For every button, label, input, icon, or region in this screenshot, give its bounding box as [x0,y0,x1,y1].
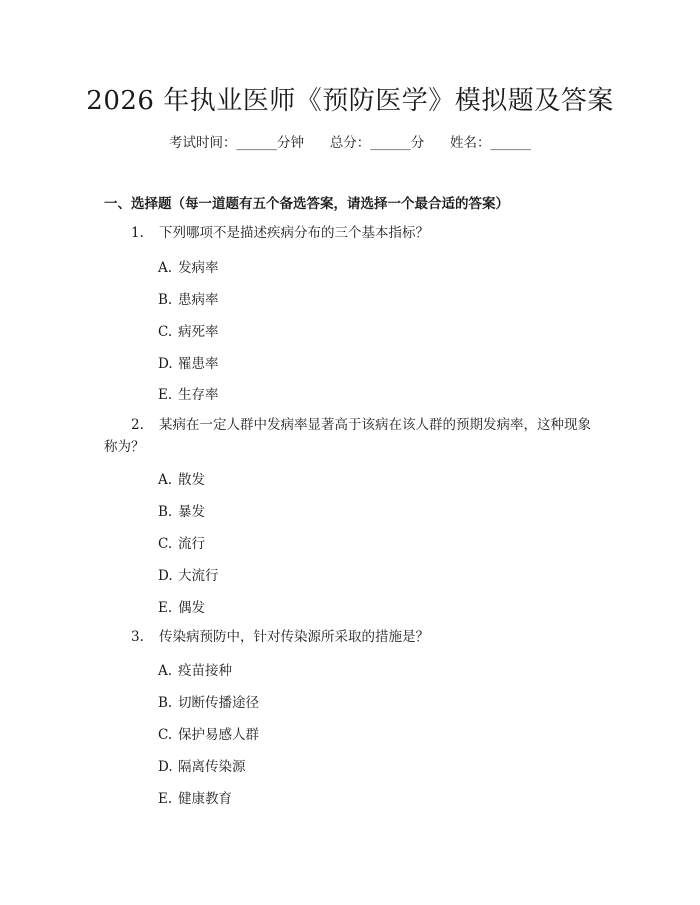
option-letter: A. [158,663,173,679]
question-1-option-b [158,288,219,308]
question-3 [131,626,429,648]
question-2-option-d [158,564,219,584]
question-number: 1. [131,225,144,241]
option-letter: A. [158,260,173,276]
option-letter: C. [158,727,173,743]
question-text: 传染病预防中，针对传染源所采取的措施是？ [159,629,429,645]
page-title: 2026 年执业医师《预防医学》模拟题及答案 [86,86,614,116]
name-label: 姓名： [450,135,491,151]
question-2-continuation: 称为？ [104,439,145,455]
option-text: 散发 [178,472,205,488]
option-letter: D. [158,568,173,584]
question-number: 3. [131,629,144,645]
option-text: 罹患率 [178,356,219,372]
option-text: 偶发 [178,600,205,616]
option-text: 保护易感人群 [178,727,259,743]
option-letter: E. [158,387,173,403]
option-text: 大流行 [178,568,219,584]
question-3-option-d [158,755,246,775]
option-letter: A. [158,472,173,488]
question-1-option-d [158,352,219,372]
time-blank: ______ [236,135,277,151]
question-1-option-a [158,256,219,276]
option-letter: D. [158,759,173,775]
exam-meta-line [0,131,700,151]
option-text: 生存率 [178,387,219,403]
score-label: 总分： [329,135,371,151]
time-label: 考试时间： [169,135,237,151]
question-1 [131,222,429,244]
section-heading: 一、选择题（每一道题有五个备选答案，请选择一个最合适的答案） [104,196,509,212]
question-3-option-c [158,723,259,743]
question-1-option-c [158,320,219,340]
question-2 [131,414,591,436]
option-letter: E. [158,791,173,807]
option-letter: B. [158,695,173,711]
option-text: 患病率 [178,292,219,308]
question-2-option-c [158,532,205,552]
option-letter: C. [158,536,173,552]
name-blank: ______ [490,135,531,151]
option-text: 健康教育 [178,791,232,807]
question-2-option-e [158,596,205,616]
option-text: 疫苗接种 [178,663,232,679]
question-1-option-e [158,383,219,403]
option-text: 病死率 [178,324,219,340]
option-text: 流行 [178,536,205,552]
option-letter: B. [158,504,173,520]
option-text: 切断传播途径 [178,695,259,711]
time-unit: 分钟 [277,135,304,151]
score-unit: 分 [410,135,425,151]
option-text: 暴发 [178,504,205,520]
question-text: 某病在一定人群中发病率显著高于该病在该人群的预期发病率，这种现象 [159,417,591,433]
option-letter: D. [158,356,173,372]
option-letter: C. [158,324,173,340]
question-text: 下列哪项不是描述疾病分布的三个基本指标？ [159,225,429,241]
option-letter: B. [158,292,173,308]
question-2-option-a [158,468,205,488]
question-2-option-b [158,500,205,520]
question-3-option-b [158,691,259,711]
option-text: 隔离传染源 [178,759,246,775]
option-text: 发病率 [178,260,219,276]
question-number: 2. [131,417,144,433]
question-3-option-e [158,787,232,807]
score-blank: ______ [370,135,411,151]
question-3-option-a [158,659,232,679]
option-letter: E. [158,600,173,616]
